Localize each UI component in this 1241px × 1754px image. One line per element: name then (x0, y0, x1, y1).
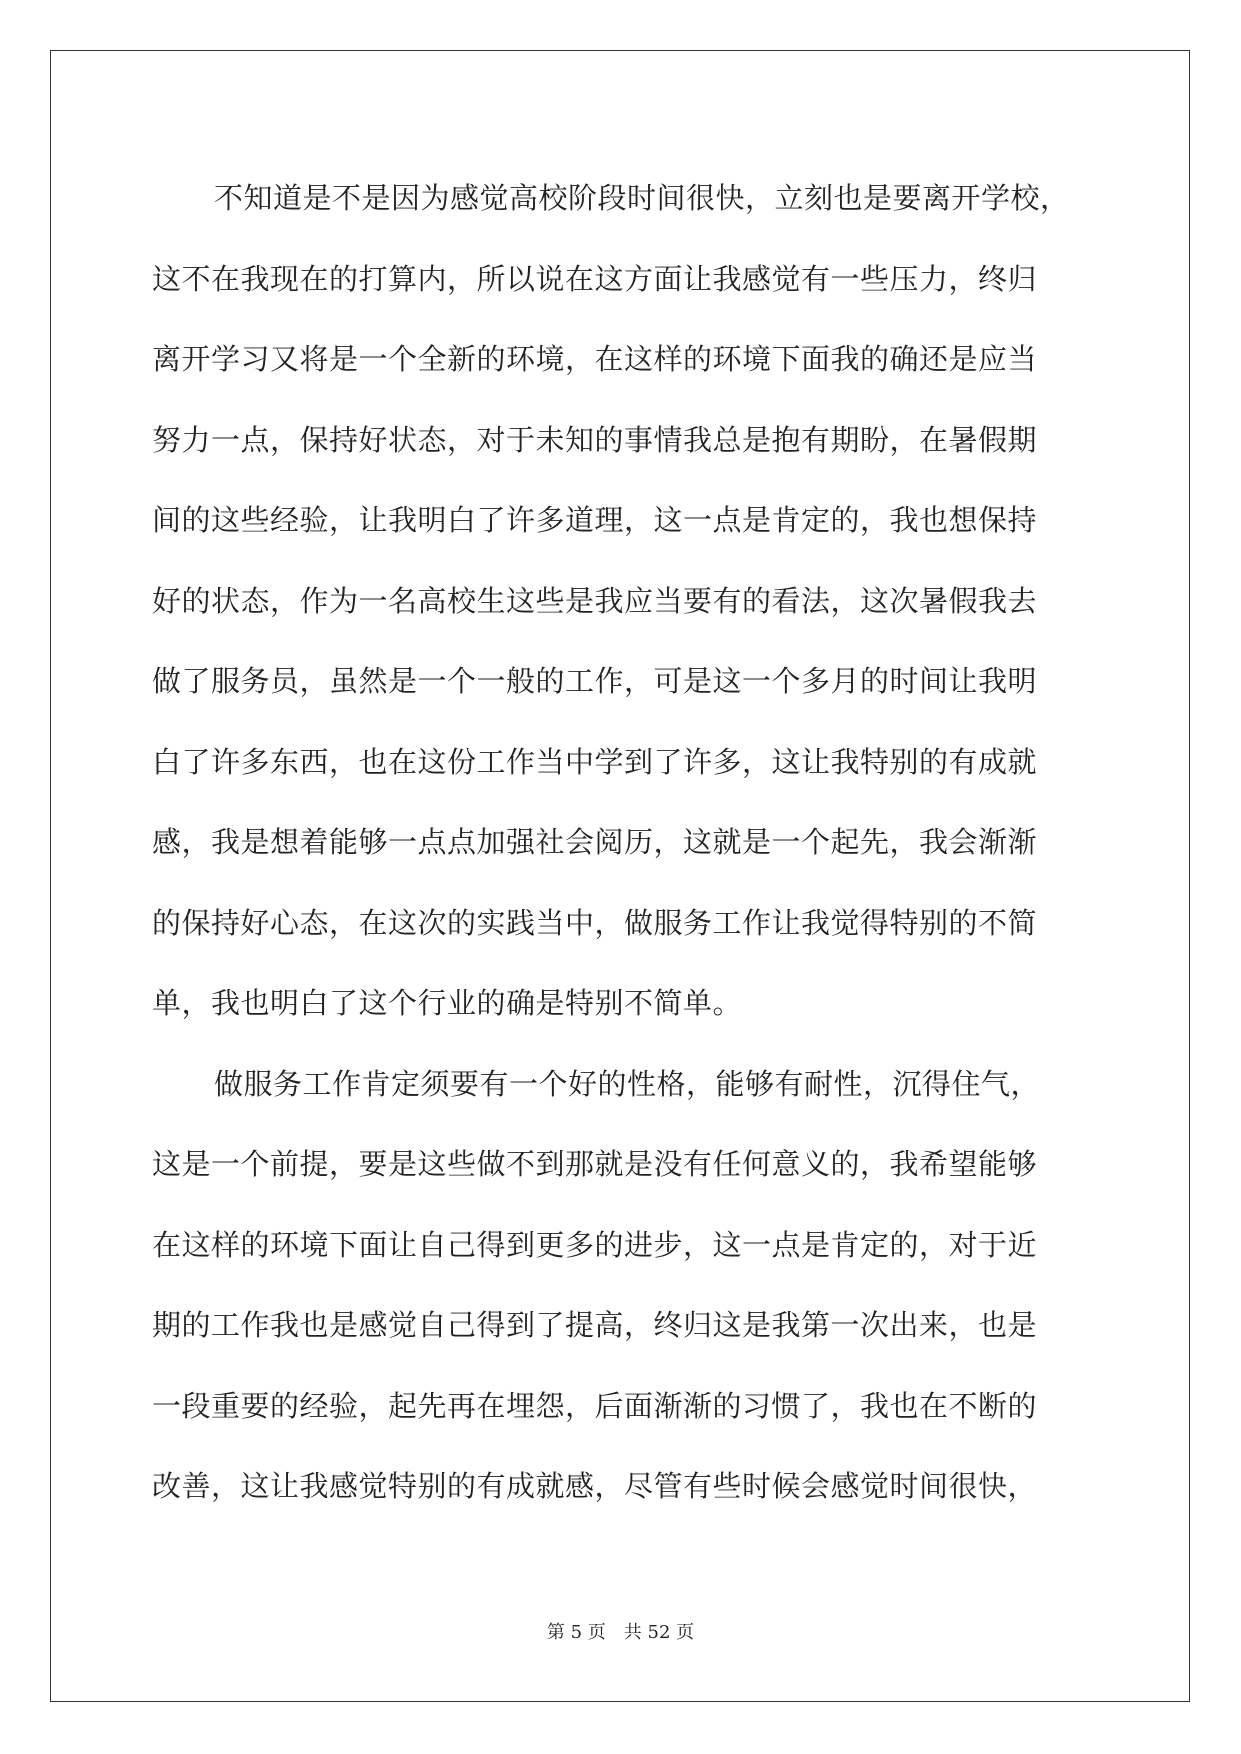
paragraph-2-line-6: 改善，这让我感觉特别的有成就感，尽管有些时候会感觉时间很快， (152, 1469, 1038, 1503)
paragraph-1-line-8: 白了许多东西，也在这份工作当中学到了许多，这让我特别的有成就 (152, 744, 1038, 779)
paragraph-1-line-6: 好的状态，作为一名高校生这些是我应当要有的看法，这次暑假我去 (152, 583, 1038, 618)
paragraph-2-line-1: 做服务工作肯定须要有一个好的性格，能够有耐性，沉得住气， (214, 1066, 1041, 1101)
paragraph-2-line-5: 一段重要的经验，起先再在埋怨，后面渐渐的习惯了，我也在不断的 (152, 1388, 1038, 1423)
paragraph-1-line-10: 的保持好心态，在这次的实践当中，做服务工作让我觉得特别的不简 (152, 905, 1038, 940)
paragraph-1-line-2: 这不在我现在的打算内，所以说在这方面让我感觉有一些压力，终归 (152, 261, 1038, 296)
paragraph-1-line-5: 间的这些经验，让我明白了许多道理，这一点是肯定的，我也想保持 (152, 503, 1038, 537)
paragraph-1-line-3: 离开学习又将是一个全新的环境，在这样的环境下面我的确还是应当 (152, 342, 1038, 376)
paragraph-1-line-4: 努力一点，保持好状态，对于未知的事情我总是抱有期盼，在暑假期 (152, 422, 1038, 457)
paragraph-2-line-2: 这是一个前提，要是这些做不到那就是没有任何意义的，我希望能够 (152, 1147, 1038, 1181)
paragraph-1-line-11: 单，我也明白了这个行业的确是特别不简单。 (152, 986, 743, 1020)
paragraph-2-line-4: 期的工作我也是感觉自己得到了提高，终归这是我第一次出来，也是 (152, 1308, 1038, 1342)
page-number-footer: 第 5 页 共 52 页 (546, 1622, 695, 1643)
paragraph-2-line-3: 在这样的环境下面让自己得到更多的进步，这一点是肯定的，对于近 (152, 1227, 1038, 1262)
document-body (152, 158, 1092, 1527)
paragraph-1-line-1: 不知道是不是因为感觉高校阶段时间很快，立刻也是要离开学校， (214, 181, 1070, 215)
paragraph-1-line-9: 感，我是想着能够一点点加强社会阅历，这就是一个起先，我会渐渐 (152, 825, 1038, 859)
paragraph-1-line-7: 做了服务员，虽然是一个一般的工作，可是这一个多月的时间让我明 (152, 664, 1038, 698)
